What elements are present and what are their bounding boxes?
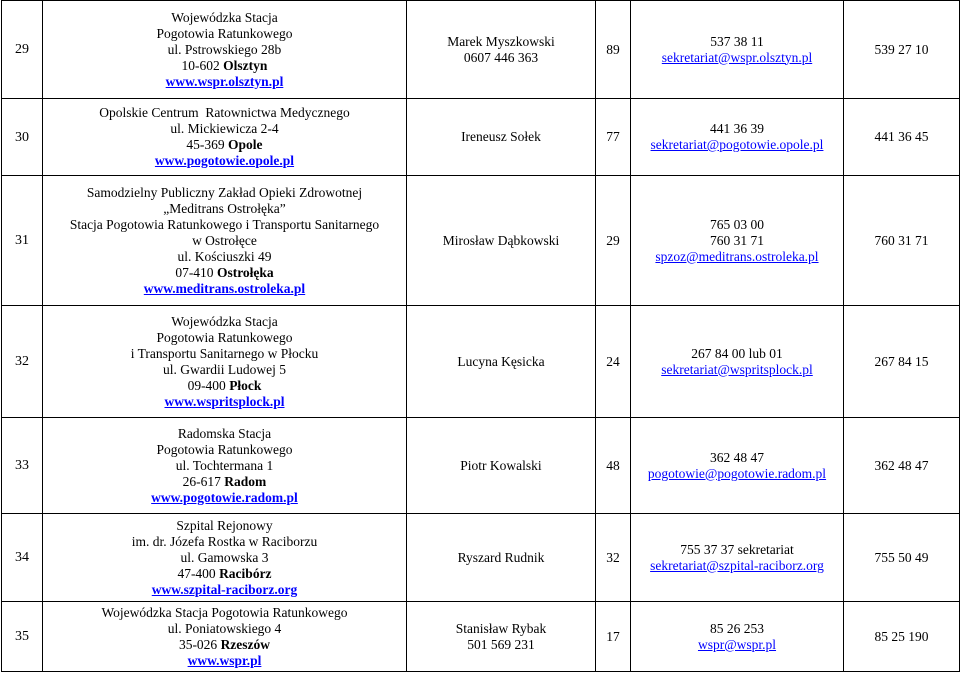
- fax-cell: [844, 514, 960, 602]
- fax-number: 760 31 71: [874, 232, 929, 248]
- station-cell: [43, 176, 407, 306]
- row-number-cell: [2, 514, 43, 602]
- fax-number: 539 27 10: [874, 41, 929, 57]
- email-link[interactable]: wspr@wspr.pl: [697, 636, 777, 652]
- table-row: [2, 99, 960, 176]
- station-website-link[interactable]: www.pogotowie.radom.pl: [151, 489, 298, 505]
- station-website-link[interactable]: www.pogotowie.opole.pl: [154, 153, 295, 168]
- station-name-line: w Ostrołęce: [192, 232, 257, 248]
- fax-number: 267 84 15: [874, 353, 929, 369]
- fax-number: 755 50 49: [874, 549, 929, 565]
- director-cell: [407, 176, 596, 306]
- count-cell: [596, 99, 631, 176]
- count-value: 24: [606, 353, 620, 369]
- postal-code: 10-602: [181, 57, 220, 73]
- director-cell: [407, 514, 596, 602]
- row-number: 30: [15, 129, 29, 145]
- table-row: [2, 418, 960, 514]
- station-cell: [43, 514, 407, 602]
- director-cell: [407, 1, 596, 99]
- email-link[interactable]: pogotowie@pogotowie.radom.pl: [647, 465, 827, 481]
- city: Płock: [229, 377, 262, 393]
- director-cell: [407, 99, 596, 176]
- city: Opole: [228, 137, 263, 152]
- station-postal-city: [45, 265, 404, 281]
- director-cell: [407, 418, 596, 514]
- fax-cell: [844, 1, 960, 99]
- table-row: [2, 1, 960, 99]
- count-cell: [596, 602, 631, 672]
- station-cell: [43, 99, 407, 176]
- director-name: Stanisław Rybak: [455, 620, 547, 636]
- director-name: Piotr Kowalski: [460, 457, 542, 473]
- row-number-cell: [2, 176, 43, 306]
- station-name-line: Wojewódzka Stacja: [171, 313, 278, 329]
- station-postal-city: [45, 137, 404, 153]
- fax-number: 441 36 45: [874, 129, 929, 144]
- row-number: 31: [15, 233, 29, 248]
- phone-number: 765 03 00: [710, 216, 764, 232]
- email-link[interactable]: sekretariat@wspritsplock.pl: [661, 361, 813, 377]
- fax-cell: [844, 176, 960, 306]
- row-number-cell: [2, 1, 43, 99]
- postal-code: 07-410: [175, 264, 214, 280]
- station-name-line: Wojewódzka Stacja Pogotowia Ratunkowego: [101, 604, 348, 620]
- postal-code: 09-400: [187, 377, 226, 393]
- director-cell: [407, 602, 596, 672]
- table-row: [2, 306, 960, 418]
- station-postal-city: [45, 58, 404, 74]
- row-number-cell: [2, 418, 43, 514]
- station-name-line: Szpital Rejonowy: [176, 517, 273, 533]
- station-name-line: im. dr. Józefa Rostka w Raciborzu: [131, 533, 318, 549]
- row-number: 32: [15, 354, 29, 369]
- fax-number: 85 25 190: [874, 628, 929, 644]
- director-phone: 0607 446 363: [463, 49, 539, 65]
- station-website-link[interactable]: www.wspr.olsztyn.pl: [165, 73, 284, 89]
- count-value: 29: [606, 232, 620, 248]
- postal-code: 26-617: [182, 473, 221, 489]
- station-name-line: i Transportu Sanitarnego w Płocku: [130, 345, 319, 361]
- station-postal-city: [45, 474, 404, 490]
- fax-cell: [844, 99, 960, 176]
- station-name-line: Radomska Stacja: [177, 425, 272, 441]
- email-link[interactable]: sekretariat@pogotowie.opole.pl: [650, 137, 824, 152]
- count-cell: [596, 1, 631, 99]
- fax-number: 362 48 47: [874, 457, 929, 473]
- row-number: 35: [15, 629, 29, 644]
- station-name-line: „Meditrans Ostrołęka”: [163, 200, 286, 216]
- station-cell: [43, 306, 407, 418]
- contact-cell: [631, 99, 844, 176]
- station-cell: [43, 1, 407, 99]
- station-name-line: Samodzielny Publiczny Zakład Opieki Zdrowotnej: [86, 184, 363, 200]
- row-number-cell: [2, 602, 43, 672]
- director-name: Lucyna Kęsicka: [457, 353, 545, 369]
- phone-number: 441 36 39: [710, 121, 764, 136]
- email-link[interactable]: sekretariat@wspr.olsztyn.pl: [661, 49, 813, 65]
- director-name: Ireneusz Sołek: [461, 129, 541, 144]
- station-name-line: Pogotowia Ratunkowego: [156, 441, 293, 457]
- station-name-line: Wojewódzka Stacja: [171, 9, 278, 25]
- station-address: ul. Gamowska 3: [180, 549, 269, 565]
- city: Racibórz: [219, 565, 272, 581]
- contact-cell: [631, 418, 844, 514]
- station-website-link[interactable]: www.szpital-raciborz.org: [151, 581, 298, 597]
- station-address: ul. Pstrowskiego 28b: [167, 41, 282, 57]
- table-row: [2, 602, 960, 672]
- phone-number: 267 84 00 lub 01: [691, 345, 783, 361]
- station-postal-city: [45, 566, 404, 582]
- director-cell: [407, 306, 596, 418]
- postal-code: 45-369: [186, 137, 225, 152]
- table-row: [2, 176, 960, 306]
- count-value: 32: [606, 549, 620, 565]
- director-phone: 501 569 231: [467, 636, 535, 652]
- postal-code: 35-026: [178, 636, 218, 652]
- row-number: 33: [15, 458, 29, 473]
- station-postal-city: [45, 637, 404, 653]
- stations-table: [1, 0, 960, 672]
- table-row: [2, 514, 960, 602]
- postal-code: 47-400: [177, 565, 216, 581]
- count-value: 48: [606, 457, 620, 473]
- station-name-line: Opolskie Centrum Ratownictwa Medycznego: [99, 105, 350, 120]
- email-link[interactable]: spzoz@meditrans.ostroleka.pl: [655, 248, 819, 264]
- director-name: Mirosław Dąbkowski: [442, 232, 560, 248]
- stations-table-body: [2, 1, 960, 672]
- row-number: 34: [15, 550, 29, 565]
- station-cell: [43, 602, 407, 672]
- director-name: Marek Myszkowski: [447, 33, 555, 49]
- station-address: ul. Gwardii Ludowej 5: [163, 361, 286, 377]
- station-name-line: Pogotowia Ratunkowego: [156, 25, 293, 41]
- phone-number: 85 26 253: [710, 620, 764, 636]
- station-cell: [43, 418, 407, 514]
- station-name-line: Pogotowia Ratunkowego: [156, 329, 293, 345]
- email-link[interactable]: sekretariat@szpital-raciborz.org: [650, 557, 824, 573]
- fax-cell: [844, 418, 960, 514]
- station-address: ul. Tochtermana 1: [175, 457, 274, 473]
- row-number-cell: [2, 99, 43, 176]
- row-number-cell: [2, 306, 43, 418]
- station-website-link[interactable]: www.wspritsplock.pl: [164, 393, 285, 409]
- row-number: 29: [15, 42, 29, 57]
- station-postal-city: [45, 378, 404, 394]
- contact-cell: [631, 306, 844, 418]
- station-address: ul. Mickiewicza 2-4: [170, 121, 279, 136]
- count-value: 77: [606, 129, 620, 144]
- contact-cell: [631, 514, 844, 602]
- count-value: 17: [606, 628, 620, 644]
- city: Ostrołęka: [216, 264, 274, 280]
- phone-number: 362 48 47: [710, 449, 764, 465]
- station-website-link[interactable]: www.meditrans.ostroleka.pl: [143, 280, 306, 296]
- station-address: ul. Poniatowskiego 4: [167, 620, 282, 636]
- count-cell: [596, 176, 631, 306]
- phone-number: 537 38 11: [710, 33, 764, 49]
- city: Rzeszów: [220, 636, 271, 652]
- contact-cell: [631, 176, 844, 306]
- count-value: 89: [606, 41, 620, 57]
- fax-cell: [844, 306, 960, 418]
- phone-number: 755 37 37 sekretariat: [680, 541, 794, 557]
- phone-number: 760 31 71: [710, 232, 764, 248]
- contact-cell: [631, 602, 844, 672]
- count-cell: [596, 514, 631, 602]
- station-address: ul. Kościuszki 49: [177, 248, 272, 264]
- fax-cell: [844, 602, 960, 672]
- station-website-link[interactable]: www.wspr.pl: [187, 652, 262, 668]
- contact-cell: [631, 1, 844, 99]
- count-cell: [596, 418, 631, 514]
- city: Olsztyn: [223, 57, 268, 73]
- city: Radom: [224, 473, 267, 489]
- count-cell: [596, 306, 631, 418]
- director-name: Ryszard Rudnik: [457, 549, 545, 565]
- station-name-line: Stacja Pogotowia Ratunkowego i Transportu Sanitarnego: [69, 216, 380, 232]
